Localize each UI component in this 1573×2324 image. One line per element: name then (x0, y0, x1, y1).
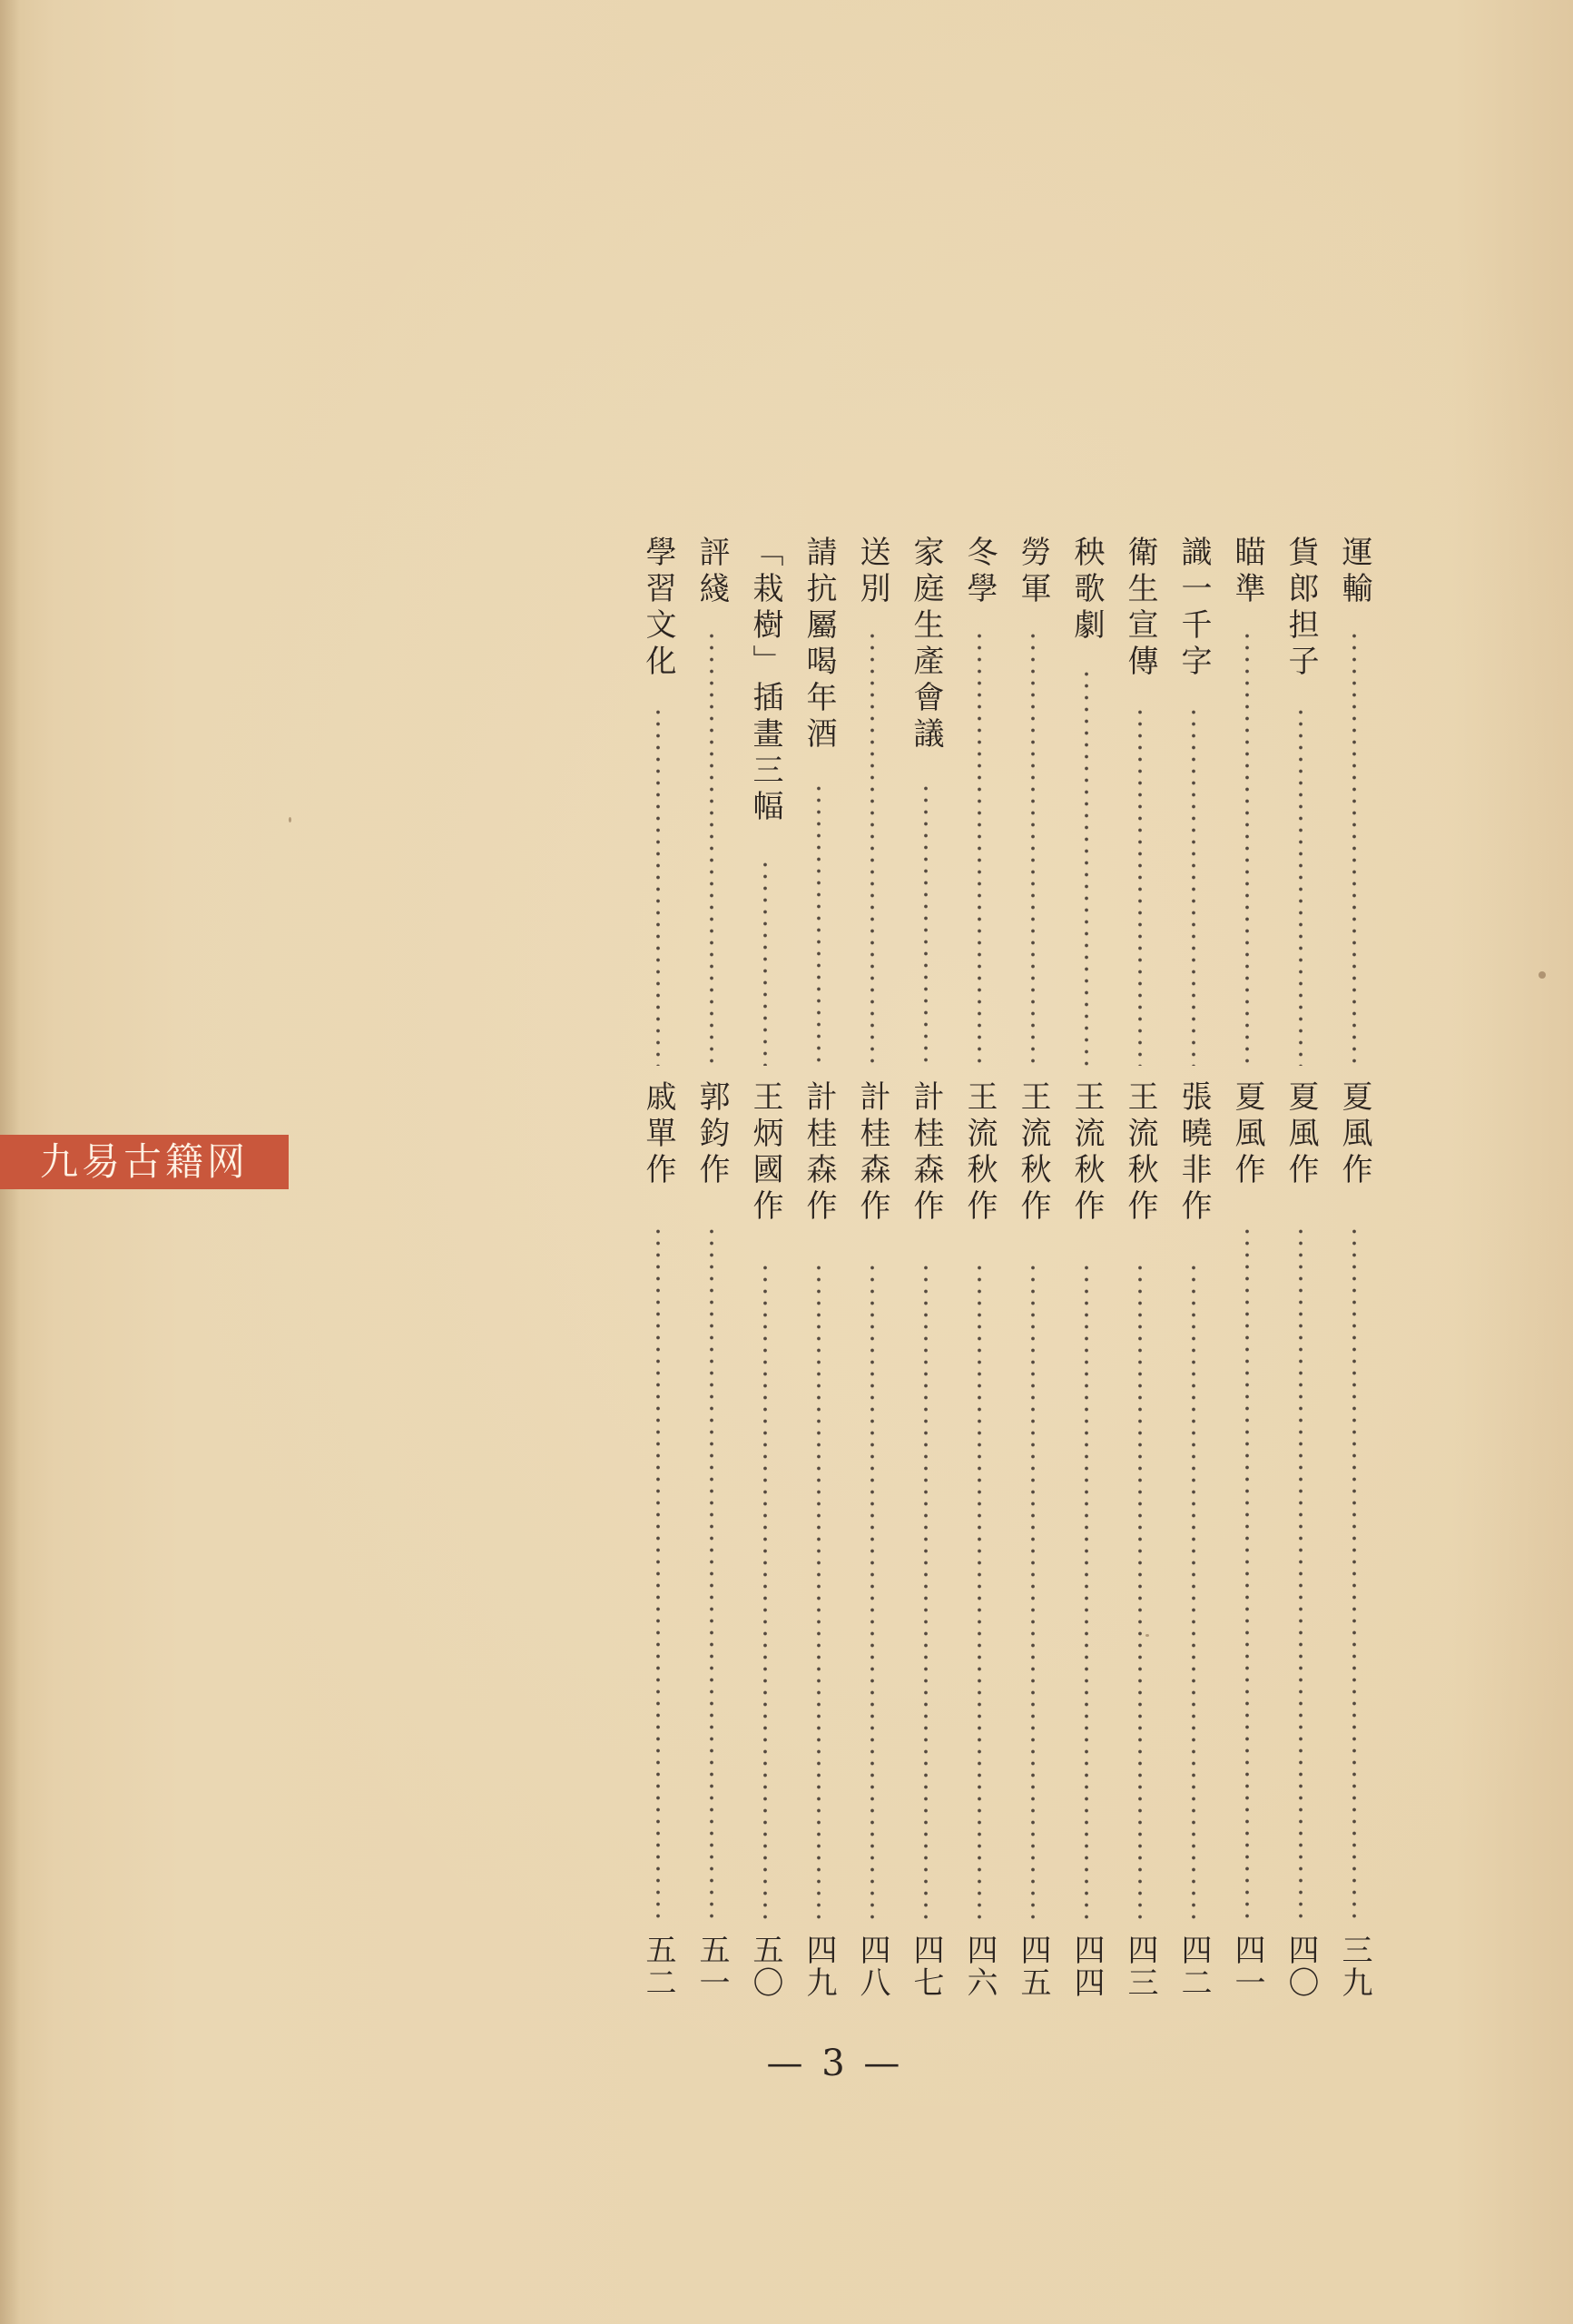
toc-entry (799, 536, 839, 2015)
entry-author: 計桂森作 (908, 1080, 944, 1226)
entry-author: 戚單作 (640, 1080, 676, 1189)
toc-entry (1120, 536, 1160, 2015)
dot-leader (1352, 630, 1356, 1066)
toc-entry (638, 536, 678, 2015)
toc-entry (959, 536, 999, 2015)
entry-page-number: 四一 (1229, 1934, 1265, 1999)
entry-page-number: 四三 (1122, 1934, 1158, 1999)
dot-leader (1352, 1226, 1356, 1925)
dot-leader (1031, 1262, 1035, 1925)
entry-author: 王流秋作 (961, 1080, 998, 1226)
dot-leader (870, 630, 874, 1066)
entry-title: 貨郎担子 (1283, 536, 1319, 681)
dot-leader (924, 783, 928, 1066)
entry-author: 王炳國作 (747, 1080, 783, 1226)
toc-entry (1334, 536, 1374, 2015)
dot-leader (763, 1262, 767, 1925)
toc-entry (1281, 536, 1321, 2015)
entry-title: 衛生宣傳 (1122, 536, 1158, 681)
dot-leader (1245, 630, 1249, 1066)
entry-title: 瞄準 (1229, 536, 1265, 608)
entry-author: 王流秋作 (1068, 1080, 1105, 1226)
toc-entry (692, 536, 732, 2015)
entry-title: 「栽樹」插畫三幅 (747, 536, 783, 826)
dot-leader (1138, 1262, 1142, 1925)
entry-author: 夏風作 (1336, 1080, 1372, 1189)
paper-spot (1145, 1634, 1149, 1637)
entry-page-number: 四六 (961, 1934, 998, 1999)
entry-page-number: 四八 (854, 1934, 890, 1999)
toc-entry (1227, 536, 1267, 2015)
entry-author: 計桂森作 (854, 1080, 890, 1226)
entry-page-number: 四五 (1015, 1934, 1051, 1999)
entry-author: 王流秋作 (1015, 1080, 1051, 1226)
toc-entry (745, 536, 785, 2015)
entry-page-number: 五一 (693, 1934, 730, 1999)
dot-leader (1192, 1262, 1195, 1925)
entry-page-number: 五二 (640, 1934, 676, 1999)
toc-entry (906, 536, 946, 2015)
dot-leader (978, 1262, 981, 1925)
entry-title: 識一千字 (1175, 536, 1212, 681)
toc-entry (1174, 536, 1214, 2015)
dot-leader (1138, 706, 1142, 1066)
entry-title: 秧歌劇 (1068, 536, 1105, 645)
entry-title: 評綫 (693, 536, 730, 608)
dot-leader (817, 783, 821, 1066)
entry-page-number: 四〇 (1283, 1934, 1319, 1999)
entry-author: 王流秋作 (1122, 1080, 1158, 1226)
entry-page-number: 四九 (801, 1934, 837, 1999)
entry-page-number: 四七 (908, 1934, 944, 1999)
entry-title: 勞軍 (1015, 536, 1051, 608)
dot-leader (1192, 706, 1195, 1066)
entry-page-number: 四四 (1068, 1934, 1105, 1999)
entry-title: 學習文化 (640, 536, 676, 681)
dot-leader (978, 630, 981, 1066)
paper-spot (1539, 971, 1546, 979)
dot-leader (710, 1226, 713, 1925)
dot-leader (924, 1262, 928, 1925)
page-number: — 3 — (766, 2043, 904, 2084)
dot-leader (1031, 630, 1035, 1066)
dot-leader (1299, 706, 1303, 1066)
entry-author: 郭鈞作 (693, 1080, 730, 1189)
toc-entry (852, 536, 892, 2015)
dot-leader (870, 1262, 874, 1925)
entry-page-number: 三九 (1336, 1934, 1372, 1999)
entry-author: 夏風作 (1283, 1080, 1319, 1189)
entry-title: 冬學 (961, 536, 998, 608)
entry-author: 計桂森作 (801, 1080, 837, 1226)
entry-title: 請抗屬喝年酒 (801, 536, 837, 753)
entry-page-number: 四二 (1175, 1934, 1212, 1999)
entry-page-number: 五〇 (747, 1934, 783, 1999)
toc-entry (1013, 536, 1053, 2015)
watermark: 九易古籍网 (0, 1135, 289, 1189)
entry-author: 張曉非作 (1175, 1080, 1212, 1226)
paper-spot (289, 817, 291, 822)
dot-leader (817, 1262, 821, 1925)
dot-leader (763, 859, 767, 1066)
dot-leader (1085, 668, 1088, 1066)
dot-leader (710, 630, 713, 1066)
entry-author: 夏風作 (1229, 1080, 1265, 1189)
entry-title: 家庭生產會議 (908, 536, 944, 753)
dot-leader (1299, 1226, 1303, 1925)
entry-title: 送別 (854, 536, 890, 608)
toc-entry (1067, 536, 1106, 2015)
entry-title: 運輸 (1336, 536, 1372, 608)
dot-leader (656, 706, 660, 1066)
dot-leader (1085, 1262, 1088, 1925)
dot-leader (1245, 1226, 1249, 1925)
dot-leader (656, 1226, 660, 1925)
